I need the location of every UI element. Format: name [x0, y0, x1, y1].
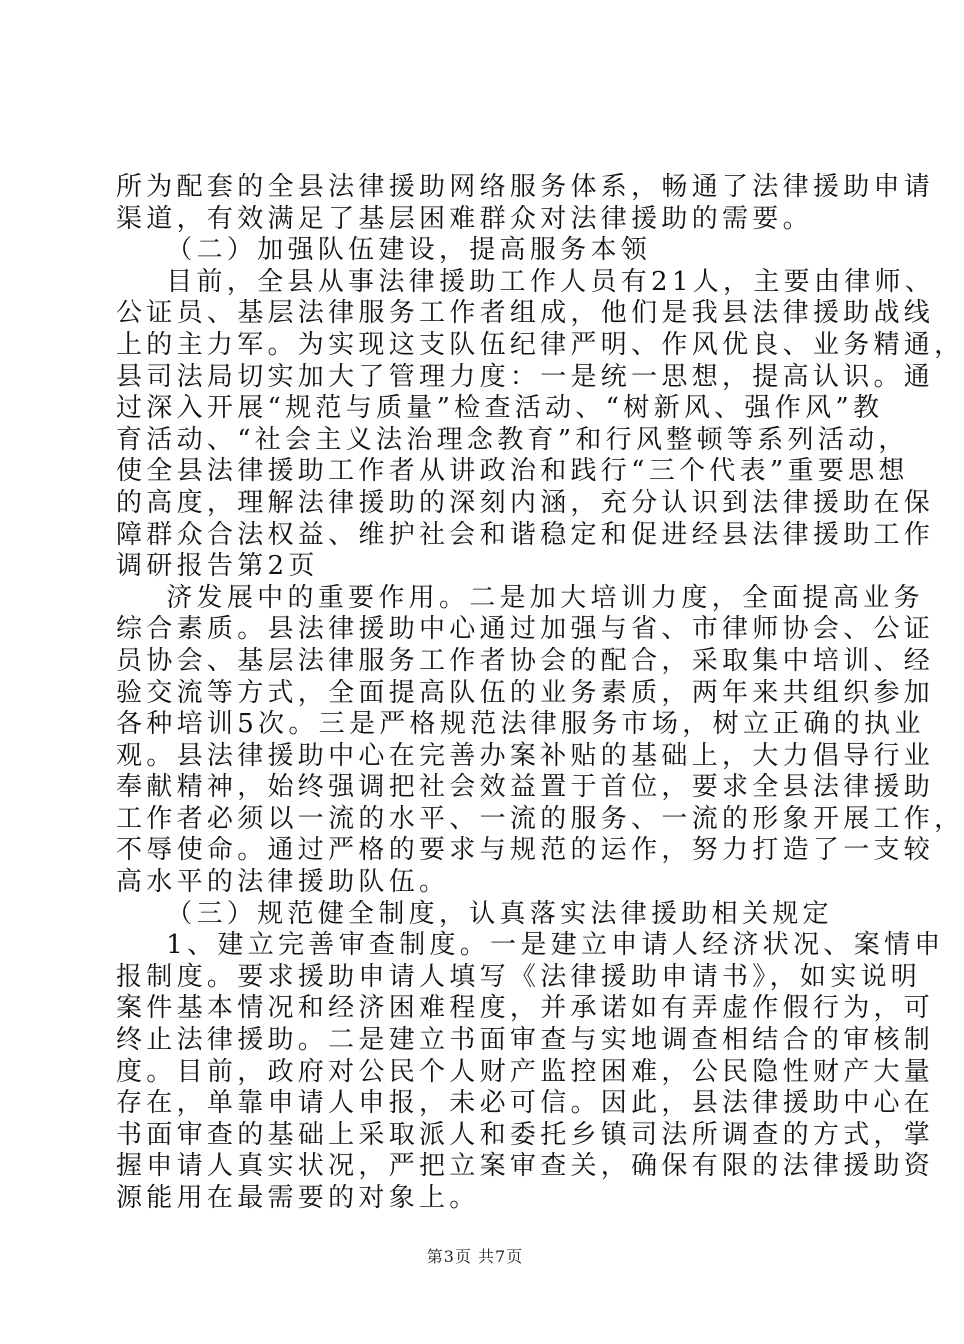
text-line: 奉献精神，始终强调把社会效益置于首位，要求全县法律援助 [116, 772, 935, 803]
text-line: 高水平的法律援助队伍。 [116, 867, 450, 898]
text-line: 验交流等方式，全面提高队伍的业务素质，两年来共组织参加 [116, 677, 935, 708]
text-line: 济发展中的重要作用。二是加大培训力度，全面提高业务 [116, 582, 924, 613]
text-line: 终止法律援助。二是建立书面审查与实地调查相结合的审核制 [116, 1025, 935, 1056]
text-line: 工作者必须以一流的水平、一流的服务、一流的形象开展工作， [116, 803, 964, 834]
text-line: 调研报告第2页 [116, 551, 319, 582]
text-line: 各种培训5次。三是严格规范法律服务市场，树立正确的执业 [116, 709, 925, 740]
text-line: 源能用在最需要的对象上。 [116, 1183, 480, 1213]
text-line: 不辱使命。通过严格的要求与规范的运作，努力打造了一支较 [116, 835, 935, 866]
text-line: 1、建立完善审查制度。一是建立申请人经济状况、案情申 [116, 930, 945, 961]
text-line: 过深入开展“规范与质量”检查活动、“树新风、强作风”教 [116, 393, 884, 424]
text-line: 渠道，有效满足了基层困难群众对法律援助的需要。 [116, 203, 813, 234]
text-line: 的高度，理解法律援助的深刻内涵，充分认识到法律援助在保 [116, 487, 935, 518]
text-line: 书面审查的基础上采取派人和委托乡镇司法所调查的方式，掌 [116, 1119, 935, 1150]
text-line: 握申请人真实状况，严把立案审查关，确保有限的法律援助资 [116, 1151, 935, 1182]
text-line: 观。县法律援助中心在完善办案补贴的基础上，大力倡导行业 [116, 740, 935, 771]
document-body [116, 172, 964, 1215]
text-line: 存在，单靠申请人申报，未必可信。因此，县法律援助中心在 [116, 1088, 935, 1119]
text-line: 目前，全县从事法律援助工作人员有21人，主要由律师、 [116, 266, 936, 297]
text-line: （二）加强队伍建设，提高服务本领 [116, 235, 652, 266]
text-line: 上的主力军。为实现这支队伍纪律严明、作风优良、业务精通， [116, 329, 964, 360]
text-line: 公证员、基层法律服务工作者组成，他们是我县法律援助战线 [116, 298, 935, 329]
text-line: 育活动、“社会主义法治理念教育”和行风整顿等系列活动， [116, 424, 909, 455]
text-line: 报制度。要求援助申请人填写《法律援助申请书》，如实说明 [116, 961, 922, 992]
text-line: 障群众合法权益、维护社会和谐稳定和促进经县法律援助工作 [116, 519, 935, 550]
text-line: 综合素质。县法律援助中心通过加强与省、市律师协会、公证 [116, 614, 935, 645]
text-line: 使全县法律援助工作者从讲政治和践行“三个代表”重要思想 [116, 456, 909, 487]
text-line: 员协会、基层法律服务工作者协会的配合，采取集中培训、经 [116, 645, 935, 676]
page-footer: 第3页 共7页 [426, 1247, 524, 1266]
text-line: （三）规范健全制度，认真落实法律援助相关规定 [116, 898, 833, 929]
text-line: 县司法局切实加大了管理力度：一是统一思想，提高认识。通 [116, 361, 935, 392]
text-line: 案件基本情况和经济困难程度，并承诺如有弄虚作假行为，可 [116, 993, 935, 1024]
text-line: 度。目前，政府对公民个人财产监控困难，公民隐性财产大量 [116, 1056, 935, 1087]
text-line: 所为配套的全县法律援助网络服务体系，畅通了法律援助申请 [116, 172, 935, 202]
